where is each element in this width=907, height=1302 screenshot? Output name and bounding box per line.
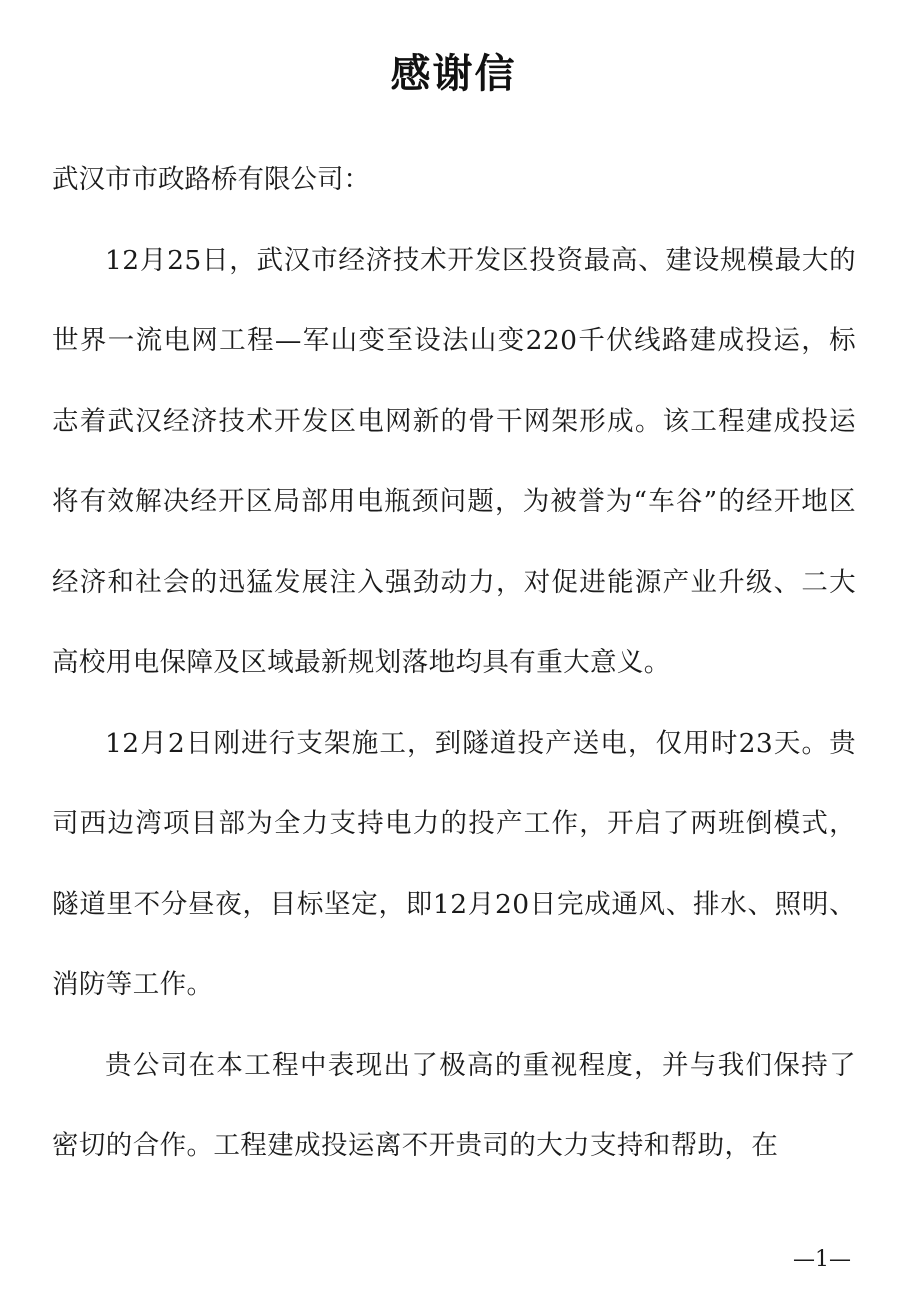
letter-body (52, 140, 856, 1187)
letter-title: 感谢信 (390, 51, 517, 97)
salutation: 武汉市市政路桥有限公司： (52, 164, 370, 195)
paragraph-3: 贵公司在本工程中表现出了极高的重视程度，并与我们保持了密切的合作。工程建成投运离不开贵司的大力支持和帮助，在 (52, 1049, 856, 1161)
paragraph-1: 12月25日，武汉市经济技术开发区投资最高、建设规模最大的世界一流电网工程—军山变至设法山变220千伏线路建成投运，标志着武汉经济技术开发区电网新的骨干网架形成。该工程建成投运将有效解决经开区局部用电瓶颈问题，为被誉为“车谷”的经开地区经济和社会的迅猛发展注入强劲动力，对促进能源产业升级、二大高校用电保障及区域最新规划落地均具有重大意义。 (52, 244, 856, 678)
page-number: —1— (793, 1247, 851, 1272)
paragraph-2: 12月2日刚进行支架施工，到隧道投产送电，仅用时23天。贵司西边湾项目部为全力支持电力的投产工作，开启了两班倒模式，隧道里不分昼夜，目标坚定，即12月20日完成通风、排水、照明、消防等工作。 (52, 727, 856, 1000)
